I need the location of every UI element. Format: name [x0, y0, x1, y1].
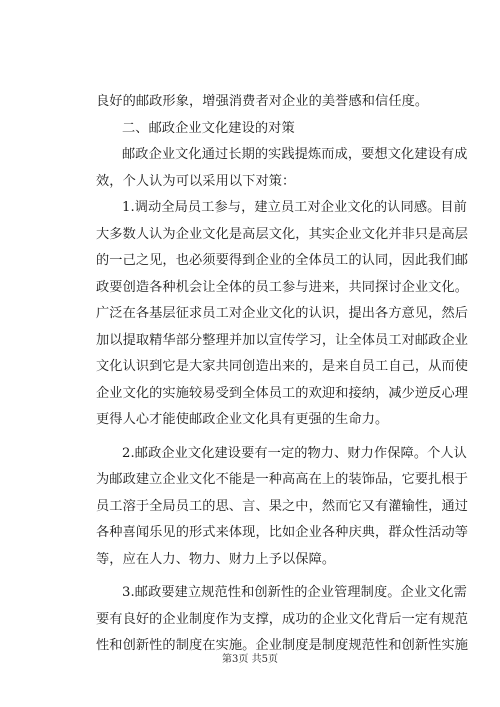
text-line: 的一己之见，也必须要得到企业的全体员工的认同，因此我们邮: [96, 253, 469, 268]
text-line: 2.邮政企业文化建设要有一定的物力、财力作保障。个人认: [122, 445, 467, 461]
page-number: 第3页 共5页: [222, 654, 278, 665]
text-line: 政要创造各种机会让全体的员工参与进来，共同探讨企业文化。: [96, 279, 469, 295]
text-line: 广泛在各基层征求员工对企业文化的认识，提出各方意见，然后: [96, 306, 469, 321]
paragraph-intro-tail: [96, 89, 429, 116]
text-line: 邮政企业文化通过长期的实践提炼而成，要想文化建设有成: [122, 147, 468, 162]
paragraph-gap: [96, 434, 406, 441]
text-line: 文化认识到它是大家共同创造出来的，是来自员工自己，从而使: [96, 359, 469, 374]
paragraph-item-2: [96, 441, 469, 574]
text-line: 企业文化的实施较易受到全体员工的欢迎和接纳，减少逆反心理: [96, 385, 469, 401]
paragraph-gap: [96, 573, 406, 580]
text-line: 3.邮政要建立规范性和创新性的企业管理制度。企业文化需: [122, 585, 467, 600]
text-line: 等，应在人力、物力、财力上予以保障。: [96, 551, 336, 567]
text-line: 加以提取精华部分整理并加以宣传学习，让全体员工对邮政企业: [96, 332, 469, 348]
document-body: [96, 89, 469, 660]
text-line: 更得人心才能使邮政企业文化具有更强的生命力。: [96, 412, 389, 427]
paragraph-item-3: [96, 580, 469, 660]
text-line: 各种喜闻乐见的形式来体现，比如企业各种庆典，群众性活动等: [96, 525, 469, 540]
text-line: 要有良好的企业制度作为支撑，成功的企业文化背后一定有规范: [96, 611, 469, 627]
text-line: 性和创新性的制度在实施。企业制度是制度规范性和创新性实施: [96, 638, 469, 653]
text-line: 员工溶于全局员工的思、言、果之中，然而它又有灌输性，通过: [96, 498, 469, 514]
section-heading: [96, 116, 406, 143]
heading-text: 二、邮政企业文化建设的对策: [122, 120, 295, 136]
text-line: 为邮政建立企业文化不能是一种高高在上的装饰品，它要扎根于: [96, 472, 469, 487]
text-line: 良好的邮政形象，增强消费者对企业的美誉感和信任度。: [96, 94, 429, 109]
text-line: 大多数人认为企业文化是高层文化，其实企业文化并非只是高层: [96, 226, 469, 242]
text-line: 1.调动全局员工参与，建立员工对企业文化的认同感。目前: [122, 200, 467, 215]
paragraph-overview: [96, 142, 468, 195]
paragraph-item-1: [96, 195, 469, 434]
text-line: 效，个人认为可以采用以下对策：: [96, 173, 296, 189]
